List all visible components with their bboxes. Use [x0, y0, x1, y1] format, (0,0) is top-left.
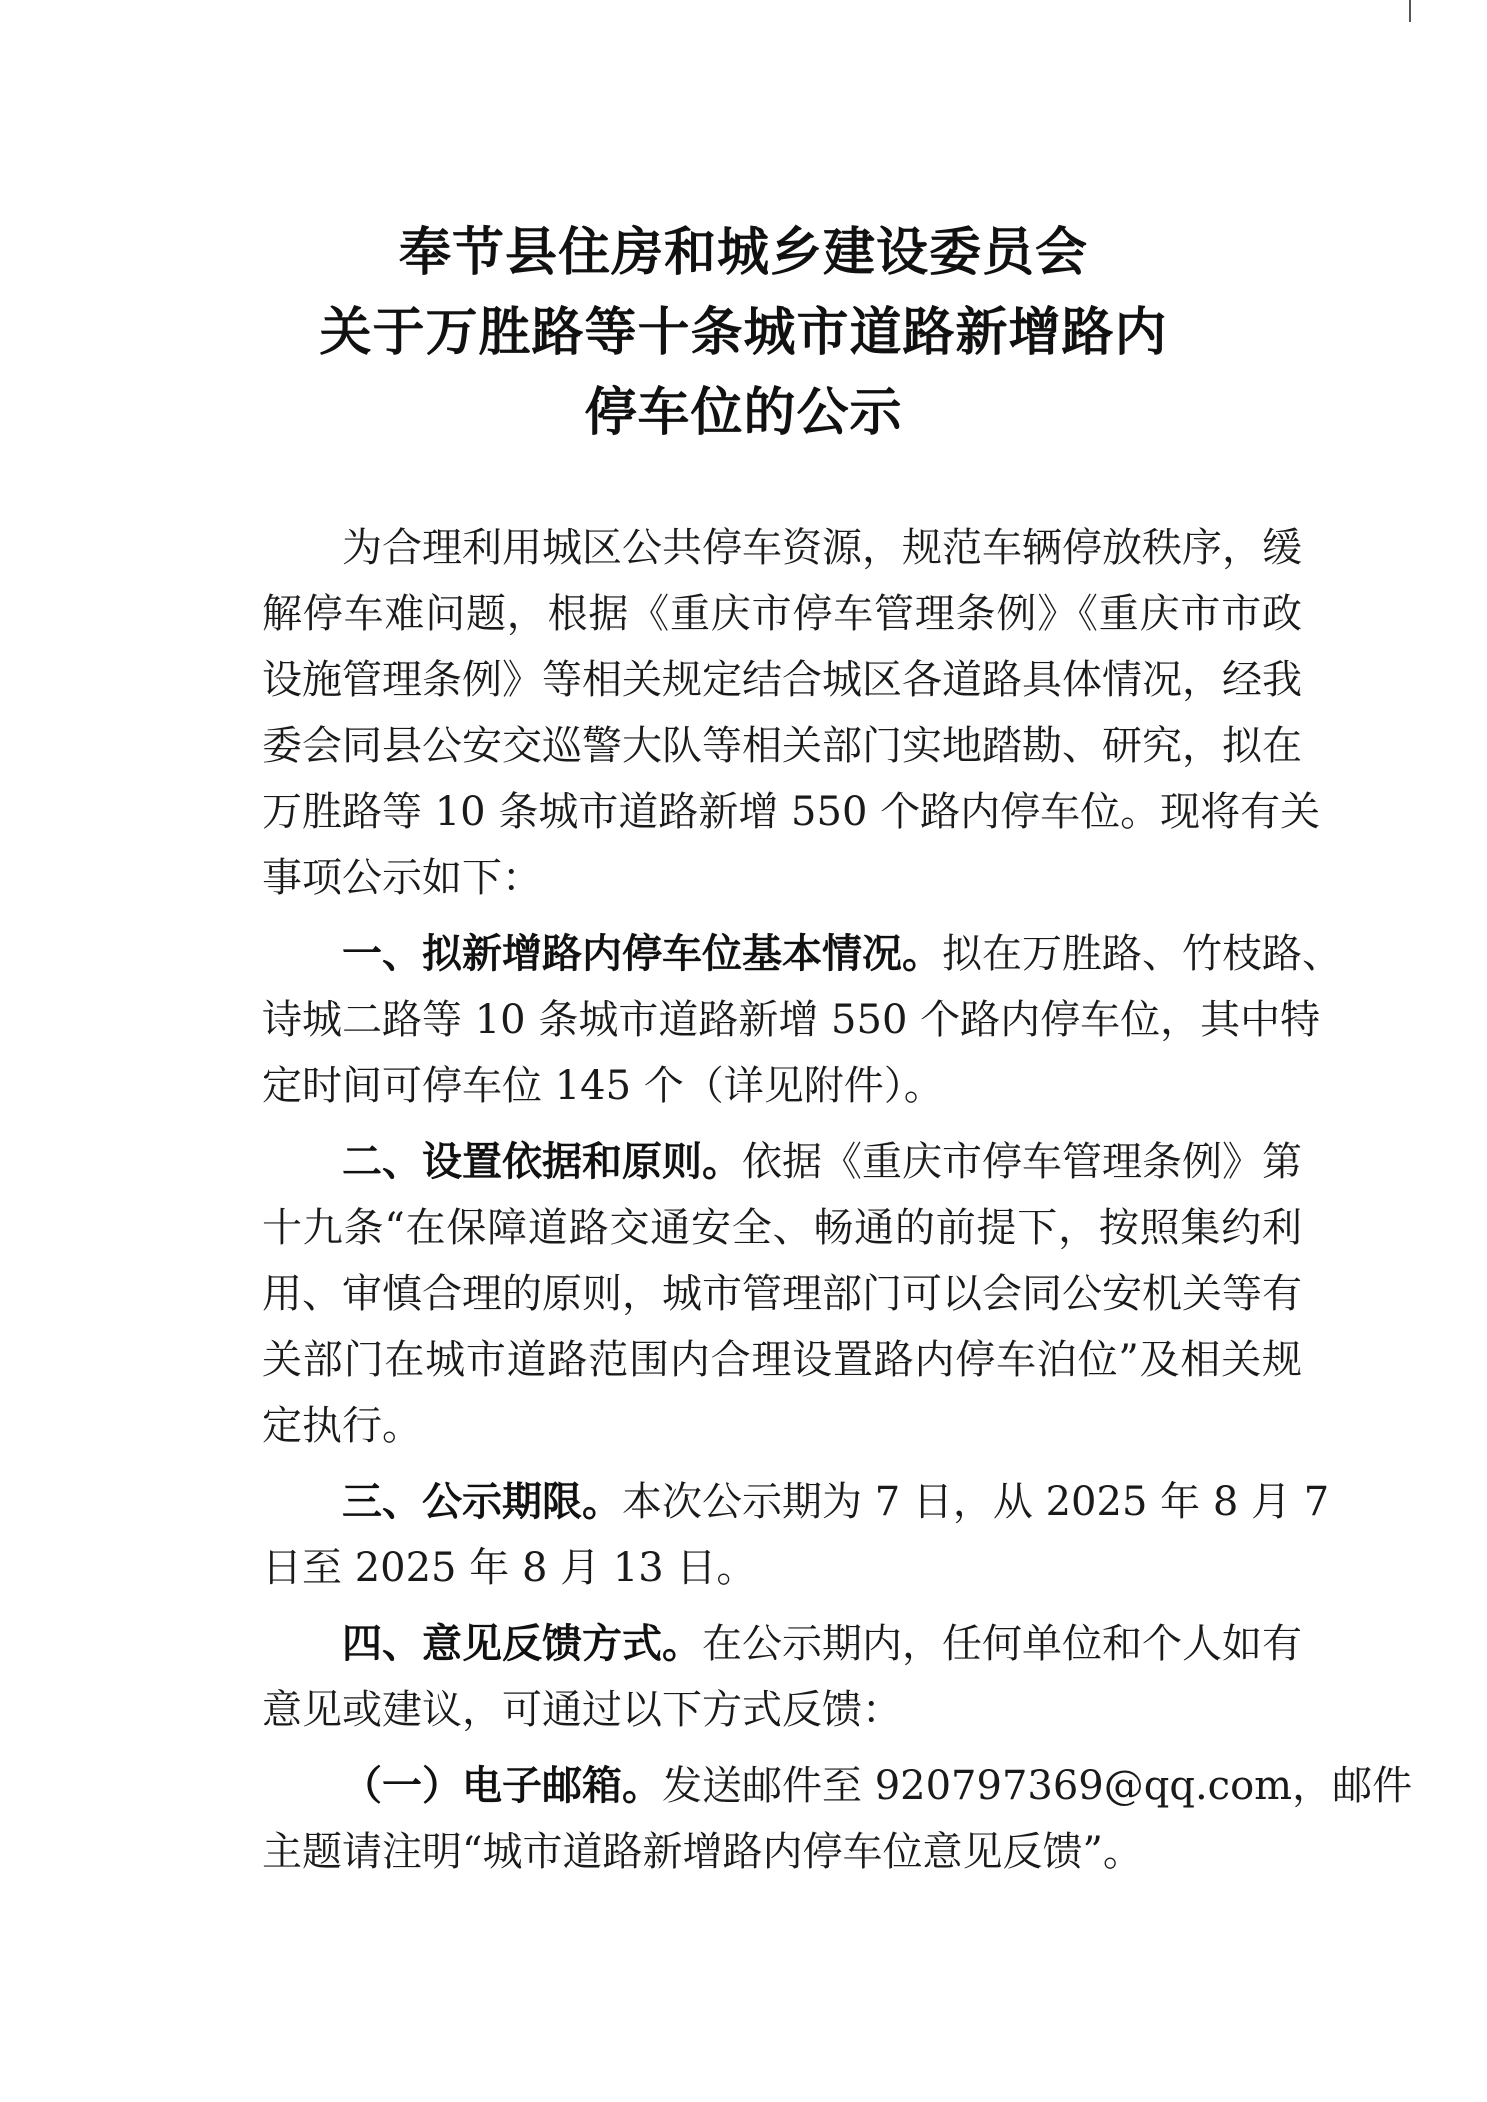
section-4-heading: 四、意见反馈方式。 [342, 1621, 702, 1667]
section-2-line-4: 关部门在城市道路范围内合理设置路内停车泊位”及相关规 [262, 1337, 1302, 1383]
section-4-line-2: 意见或建议，可通过以下方式反馈： [262, 1687, 902, 1733]
intro-line-5: 万胜路等 10 条城市道路新增 550 个路内停车位。现将有关 [262, 789, 1321, 835]
intro-line-2: 解停车难问题，根据《重庆市停车管理条例》《重庆市市政 [262, 591, 1302, 637]
section-3-text-1: 本次公示期为 7 日，从 2025 年 8 月 7 [622, 1479, 1330, 1525]
section-2-line-5: 定执行。 [262, 1403, 422, 1449]
title-line-1: 奉节县住房和城乡建设委员会 [398, 222, 1088, 283]
section-2-line-2: 十九条“在保障道路交通安全、畅通的前提下，按照集约利 [262, 1205, 1302, 1251]
section-1-line-2: 诗城二路等 10 条城市道路新增 550 个路内停车位，其中特 [262, 997, 1321, 1043]
section-2-text-1: 依据《重庆市停车管理条例》第 [742, 1139, 1302, 1185]
section-1-text-1: 拟在万胜路、竹枝路、 [942, 931, 1342, 977]
item-1-heading: （一）电子邮箱。 [342, 1763, 662, 1809]
section-2-heading: 二、设置依据和原则。 [342, 1139, 742, 1185]
intro-line-1: 为合理利用城区公共停车资源，规范车辆停放秩序，缓 [342, 525, 1302, 571]
section-4-first-line [342, 1616, 1302, 1672]
title-line-2: 关于万胜路等十条城市道路新增路内 [319, 302, 1168, 363]
section-4-text-1: 在公示期内，任何单位和个人如有 [702, 1621, 1302, 1667]
section-3-first-line [342, 1474, 1330, 1530]
section-3-line-2: 日至 2025 年 8 月 13 日。 [262, 1545, 757, 1591]
section-2-line-3: 用、审慎合理的原则，城市管理部门可以会同公安机关等有 [262, 1271, 1302, 1317]
title-line-3: 停车位的公示 [584, 382, 903, 443]
item-1-text-1: 发送邮件至 920797369@qq.com，邮件 [662, 1763, 1413, 1809]
section-1-heading: 一、拟新增路内停车位基本情况。 [342, 931, 942, 977]
section-1-first-line [342, 926, 1342, 982]
intro-line-4: 委会同县公安交巡警大队等相关部门实地踏勘、研究，拟在 [262, 723, 1302, 769]
scan-edge-mark [1409, 0, 1411, 22]
section-3-heading: 三、公示期限。 [342, 1479, 622, 1525]
item-1-line-2: 主题请注明“城市道路新增路内停车位意见反馈”。 [262, 1829, 1143, 1875]
item-1-first-line [342, 1758, 1413, 1814]
intro-line-3: 设施管理条例》等相关规定结合城区各道路具体情况，经我 [262, 657, 1302, 703]
section-1-line-3: 定时间可停车位 145 个（详见附件）。 [262, 1063, 944, 1109]
section-2-first-line [342, 1134, 1302, 1190]
intro-line-6: 事项公示如下： [262, 855, 542, 901]
